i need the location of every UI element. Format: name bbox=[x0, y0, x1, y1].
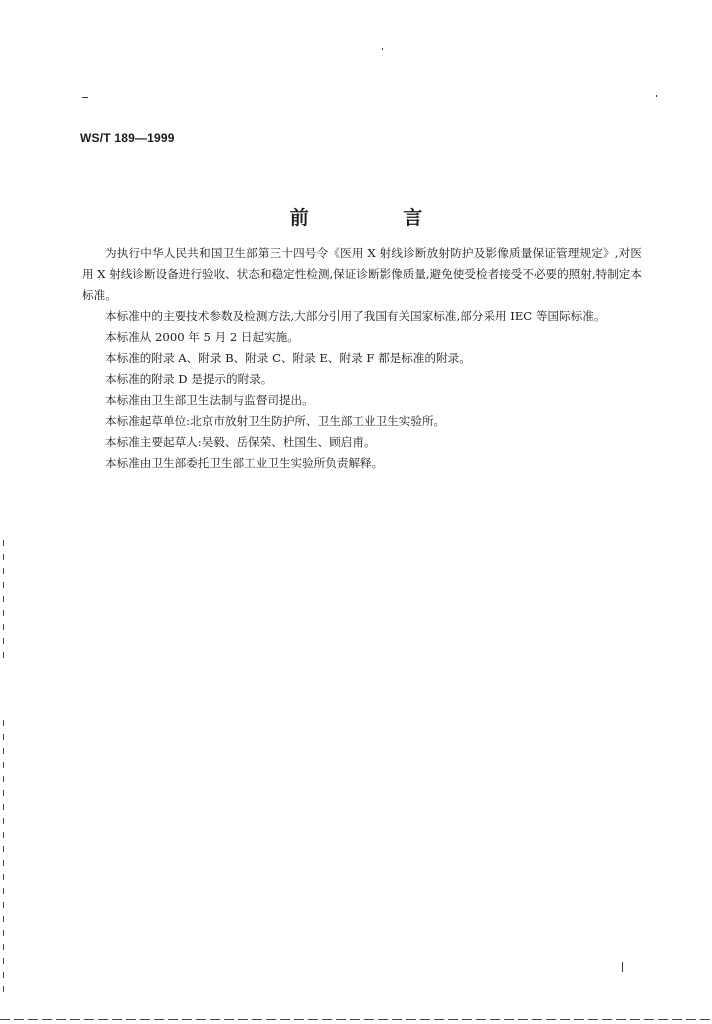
paragraph: 本标准中的主要技术参数及检测方法,大部分引用了我国有关国家标准,部分采用 IEC 等国际标准。 bbox=[105, 309, 606, 323]
preface-body bbox=[82, 243, 642, 474]
paragraph: 本标准由卫生部卫生法制与监督司提出。 bbox=[105, 393, 314, 407]
paragraph: 本标准的附录 D 是提示的附录。 bbox=[105, 372, 273, 386]
paragraph: 本标准主要起草人:吴毅、岳保荣、杜国生、顾启甫。 bbox=[105, 435, 376, 449]
scan-mark bbox=[656, 95, 657, 97]
page-title: 前 言 bbox=[289, 207, 467, 229]
document-code: WS/T 189—1999 bbox=[80, 131, 175, 145]
scan-edge-line bbox=[3, 720, 4, 1000]
paragraph: 本标准由卫生部委托卫生部工业卫生实验所负责解释。 bbox=[105, 456, 384, 470]
paragraph: 为执行中华人民共和国卫生部第三十四号令《医用 X 射线诊断放射防护及影像质量保证管理规定》,对医用 X 射线诊断设备进行验收、状态和稳定性检测,保证诊断影像质量,避免使受检者接受不必要的照射,特制定本标准。 bbox=[82, 246, 642, 302]
paragraph: 本标准起草单位:北京市放射卫生防护所、卫生部工业卫生实验所。 bbox=[105, 414, 446, 428]
scan-mark bbox=[82, 97, 88, 98]
scan-mark bbox=[382, 48, 383, 50]
scan-edge-line bbox=[3, 540, 4, 660]
paragraph: 本标准的附录 A、附录 B、附录 C、附录 E、附录 F 都是标准的附录。 bbox=[105, 351, 471, 365]
scan-bottom-line bbox=[0, 1019, 712, 1020]
paragraph: 本标准从 2000 年 5 月 2 日起实施。 bbox=[105, 330, 299, 344]
scan-mark bbox=[622, 962, 623, 972]
